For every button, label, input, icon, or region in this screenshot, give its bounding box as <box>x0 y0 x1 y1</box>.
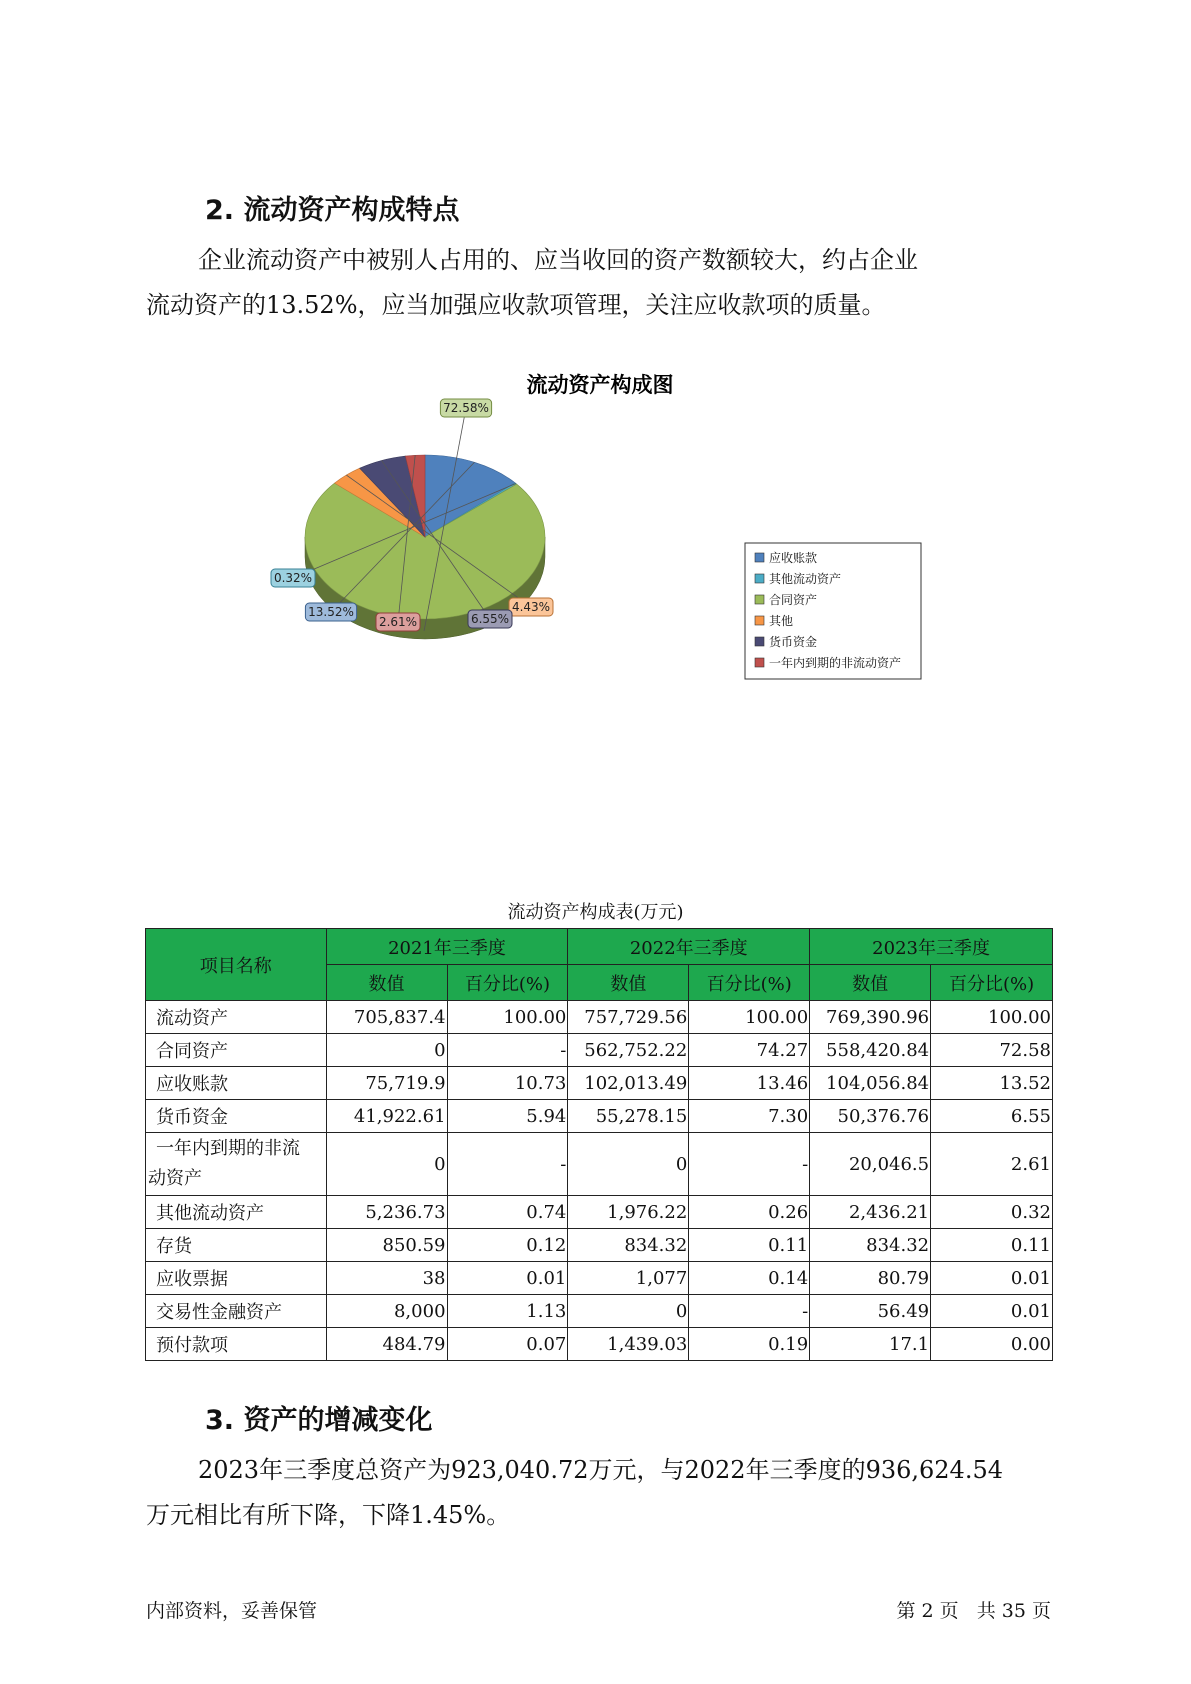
section-heading: 3. 资产的增减变化 <box>205 1405 433 1436</box>
cell-percent: - <box>689 1295 810 1328</box>
cell-value: 0 <box>568 1295 689 1328</box>
row-name: 流动资产 <box>146 1001 327 1034</box>
cell-percent: 0.32 <box>931 1196 1053 1229</box>
cell-value: 558,420.84 <box>810 1034 931 1067</box>
cell-value: 104,056.84 <box>810 1067 931 1100</box>
data-label: 2.61% <box>378 615 418 629</box>
header-item-name: 项目名称 <box>146 929 327 1001</box>
row-name: 其他流动资产 <box>146 1196 327 1229</box>
cell-percent: 10.73 <box>447 1067 568 1100</box>
header-percent: 百分比(%) <box>447 965 568 1001</box>
cell-value: 50,376.76 <box>810 1100 931 1133</box>
cell-percent: 7.30 <box>689 1100 810 1133</box>
row-name <box>146 1133 327 1196</box>
section-paragraph <box>146 238 1070 328</box>
cell-percent: 13.52 <box>931 1067 1053 1100</box>
cell-value: 705,837.4 <box>326 1001 447 1034</box>
cell-percent: 0.00 <box>931 1328 1053 1361</box>
cell-percent: 13.46 <box>689 1067 810 1100</box>
legend-swatch <box>755 553 764 562</box>
cell-value: 834.32 <box>810 1229 931 1262</box>
paragraph-line: 万元相比有所下降，下降1.45%。 <box>146 1501 511 1529</box>
cell-value: 17.1 <box>810 1328 931 1361</box>
row-name: 货币资金 <box>146 1100 327 1133</box>
row-name: 存货 <box>146 1229 327 1262</box>
data-label: 6.55% <box>470 612 510 626</box>
header-period: 2022年三季度 <box>568 929 810 965</box>
data-label: 4.43% <box>511 600 551 614</box>
cell-value: 5,236.73 <box>326 1196 447 1229</box>
cell-value: 1,439.03 <box>568 1328 689 1361</box>
cell-percent: 0.12 <box>447 1229 568 1262</box>
cell-value: 56.49 <box>810 1295 931 1328</box>
cell-percent: 0.11 <box>689 1229 810 1262</box>
table-caption: 流动资产构成表(万元) <box>507 902 684 923</box>
table-row <box>146 1229 1053 1262</box>
cell-percent: 0.07 <box>447 1328 568 1361</box>
page-number: 第 2 页 共 35 页 <box>896 1600 1051 1622</box>
legend-label: 应收账款 <box>769 551 818 565</box>
cell-percent: 2.61 <box>931 1133 1053 1196</box>
header-value: 数值 <box>568 965 689 1001</box>
data-label: 72.58% <box>443 401 489 415</box>
current-assets-table <box>145 928 1053 1361</box>
header-period: 2023年三季度 <box>810 929 1053 965</box>
cell-value: 8,000 <box>326 1295 447 1328</box>
legend-swatch <box>755 595 764 604</box>
cell-value: 757,729.56 <box>568 1001 689 1034</box>
cell-value: 484.79 <box>326 1328 447 1361</box>
paragraph-line: 2023年三季度总资产为923,040.72万元，与2022年三季度的936,624.54 <box>198 1456 1003 1484</box>
legend-label: 其他 <box>769 614 794 628</box>
cell-value: 102,013.49 <box>568 1067 689 1100</box>
cell-value: 2,436.21 <box>810 1196 931 1229</box>
table-row <box>146 1262 1053 1295</box>
table-row <box>146 1295 1053 1328</box>
legend-label: 货币资金 <box>769 635 818 649</box>
legend-swatch <box>755 574 764 583</box>
table-row <box>146 1196 1053 1229</box>
footer-note: 内部资料，妥善保管 <box>146 1600 318 1622</box>
legend-swatch <box>755 616 764 625</box>
cell-value: 1,976.22 <box>568 1196 689 1229</box>
cell-value: 0 <box>326 1034 447 1067</box>
data-label: 0.32% <box>273 571 313 585</box>
cell-percent: 100.00 <box>689 1001 810 1034</box>
cell-percent: 0.01 <box>447 1262 568 1295</box>
chart-title: 流动资产构成图 <box>526 373 674 397</box>
row-name-line: 动资产 <box>148 1168 202 1189</box>
data-label: 13.52% <box>308 605 354 619</box>
row-name: 应收票据 <box>146 1262 327 1295</box>
header-period: 2021年三季度 <box>326 929 568 965</box>
cell-value: 562,752.22 <box>568 1034 689 1067</box>
cell-percent: 0.19 <box>689 1328 810 1361</box>
cell-value: 0 <box>326 1133 447 1196</box>
cell-percent: 0.26 <box>689 1196 810 1229</box>
header-value: 数值 <box>810 965 931 1001</box>
row-name: 应收账款 <box>146 1067 327 1100</box>
cell-value: 0 <box>568 1133 689 1196</box>
table-row <box>146 1067 1053 1100</box>
header-value: 数值 <box>326 965 447 1001</box>
cell-percent: 0.11 <box>931 1229 1053 1262</box>
cell-value: 75,719.9 <box>326 1067 447 1100</box>
cell-value: 38 <box>326 1262 447 1295</box>
row-name: 合同资产 <box>146 1034 327 1067</box>
cell-value: 41,922.61 <box>326 1100 447 1133</box>
legend-swatch <box>755 658 764 667</box>
cell-value: 850.59 <box>326 1229 447 1262</box>
legend-label: 其他流动资产 <box>769 572 842 586</box>
cell-percent: 5.94 <box>447 1100 568 1133</box>
cell-percent: 0.01 <box>931 1295 1053 1328</box>
cell-percent: - <box>447 1034 568 1067</box>
cell-value: 55,278.15 <box>568 1100 689 1133</box>
table-row <box>146 1034 1053 1067</box>
section-paragraph <box>146 1448 1070 1538</box>
cell-value: 1,077 <box>568 1262 689 1295</box>
cell-value: 834.32 <box>568 1229 689 1262</box>
cell-value: 20,046.5 <box>810 1133 931 1196</box>
cell-percent: 6.55 <box>931 1100 1053 1133</box>
row-name-line: 一年内到期的非流 <box>156 1138 300 1159</box>
current-assets-pie-chart <box>0 360 1191 710</box>
header-percent: 百分比(%) <box>931 965 1053 1001</box>
header-percent: 百分比(%) <box>689 965 810 1001</box>
section-heading: 2. 流动资产构成特点 <box>205 195 460 226</box>
table-row <box>146 1328 1053 1361</box>
legend-swatch <box>755 637 764 646</box>
cell-percent: 0.01 <box>931 1262 1053 1295</box>
cell-percent: 100.00 <box>447 1001 568 1034</box>
legend-label: 合同资产 <box>769 593 818 607</box>
cell-percent: - <box>447 1133 568 1196</box>
cell-percent: 1.13 <box>447 1295 568 1328</box>
paragraph-line: 企业流动资产中被别人占用的、应当收回的资产数额较大，约占企业 <box>198 246 918 274</box>
table-row <box>146 1133 1053 1196</box>
table-row <box>146 1100 1053 1133</box>
cell-percent: - <box>689 1133 810 1196</box>
paragraph-line: 流动资产的13.52%，应当加强应收款项管理，关注应收款项的质量。 <box>146 291 886 319</box>
cell-value: 80.79 <box>810 1262 931 1295</box>
cell-percent: 72.58 <box>931 1034 1053 1067</box>
cell-percent: 0.74 <box>447 1196 568 1229</box>
cell-value: 769,390.96 <box>810 1001 931 1034</box>
cell-percent: 74.27 <box>689 1034 810 1067</box>
table-row <box>146 1001 1053 1034</box>
legend-label: 一年内到期的非流动资产 <box>769 656 902 670</box>
cell-percent: 100.00 <box>931 1001 1053 1034</box>
row-name: 预付款项 <box>146 1328 327 1361</box>
cell-percent: 0.14 <box>689 1262 810 1295</box>
row-name: 交易性金融资产 <box>146 1295 327 1328</box>
pie-top-group <box>305 455 545 619</box>
